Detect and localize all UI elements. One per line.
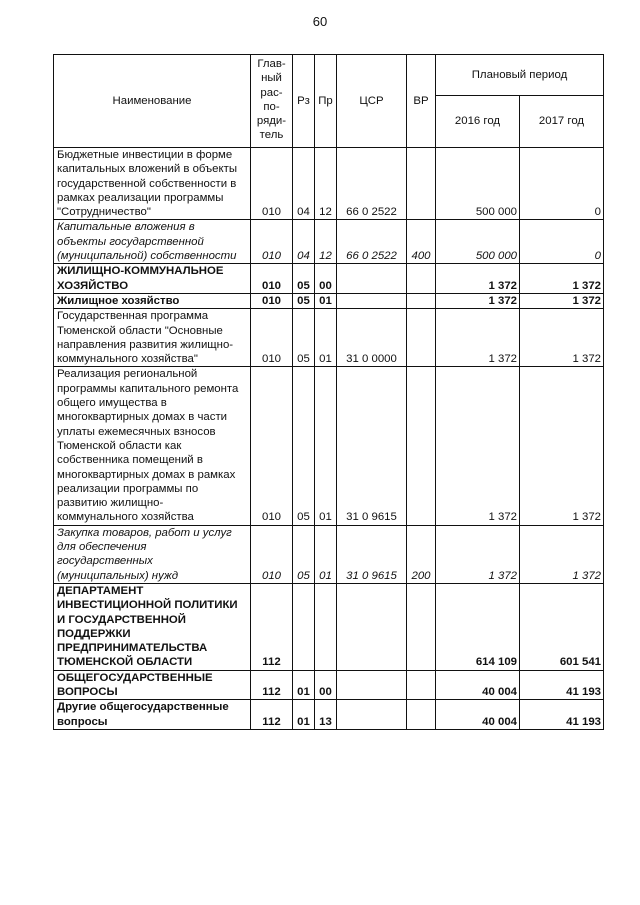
row-csr: 31 0 9615 [337, 525, 407, 583]
row-pr: 01 [315, 525, 337, 583]
row-vr [407, 367, 436, 525]
table-row [54, 367, 604, 525]
table-row [54, 583, 604, 670]
row-name-line: ПРЕДПРИНИМАТЕЛЬСТВА [57, 642, 208, 655]
row-name-line: И ГОСУДАРСТВЕННОЙ [57, 613, 186, 626]
row-glav: 010 [251, 309, 293, 367]
row-name-line: ИНВЕСТИЦИОННОЙ ПОЛИТИКИ [57, 599, 238, 612]
row-name-line: общего имущества в [57, 397, 167, 410]
table-row [54, 264, 604, 294]
header-glav-line: ряди- [256, 115, 287, 128]
row-vr: 400 [407, 220, 436, 264]
page-number: 60 [312, 14, 328, 29]
row-name-line: ДЕПАРТАМЕНТ [57, 584, 144, 597]
header-plan-period: Плановый период [436, 55, 604, 96]
header-csr: ЦСР [337, 55, 407, 148]
row-name [54, 148, 251, 220]
row-name-line: Жилищное хозяйство [57, 294, 180, 307]
header-year-2017: 2017 год [520, 96, 604, 148]
row-rz: 04 [293, 220, 315, 264]
row-value-2016: 1 372 [436, 264, 520, 294]
row-value-2016: 1 372 [436, 293, 520, 308]
row-name-line: (муниципальной) собственности [57, 250, 237, 263]
row-glav: 010 [251, 148, 293, 220]
header-glav [251, 55, 293, 148]
row-value-2017: 0 [520, 220, 604, 264]
header-glav-line: по- [263, 100, 280, 113]
row-value-2017: 41 193 [520, 670, 604, 700]
row-name-line: (муниципальных) нужд [57, 569, 179, 582]
row-vr [407, 148, 436, 220]
row-name-line: государственных [57, 555, 153, 568]
row-rz: 01 [293, 670, 315, 700]
row-glav: 010 [251, 367, 293, 525]
row-name [54, 700, 251, 730]
row-csr [337, 264, 407, 294]
row-csr: 66 0 2522 [337, 220, 407, 264]
row-value-2017: 1 372 [520, 367, 604, 525]
row-glav: 010 [251, 525, 293, 583]
row-value-2016: 1 372 [436, 367, 520, 525]
row-pr: 00 [315, 264, 337, 294]
row-rz: 05 [293, 525, 315, 583]
row-glav: 010 [251, 293, 293, 308]
table-row [54, 670, 604, 700]
row-csr [337, 583, 407, 670]
header-rz: Рз [293, 55, 315, 148]
row-value-2017: 1 372 [520, 293, 604, 308]
row-name [54, 309, 251, 367]
row-name-line: коммунального хозяйства" [57, 353, 198, 366]
row-name-line: программы капитального ремонта [57, 382, 239, 395]
row-rz: 05 [293, 293, 315, 308]
header-glav-line: ный [261, 72, 282, 85]
row-vr [407, 264, 436, 294]
row-name-line: ПОДДЕРЖКИ [57, 627, 131, 640]
row-rz: 05 [293, 309, 315, 367]
row-csr: 31 0 9615 [337, 367, 407, 525]
row-vr [407, 583, 436, 670]
row-value-2017: 1 372 [520, 264, 604, 294]
row-name-line: ВОПРОСЫ [57, 685, 118, 698]
row-value-2016: 40 004 [436, 670, 520, 700]
row-name-line: Бюджетные инвестиции в форме [57, 149, 233, 161]
header-name: Наименование [54, 55, 251, 148]
row-glav: 010 [251, 264, 293, 294]
row-name-line: Тюменской области как [57, 439, 182, 452]
header-glav-line: тель [259, 129, 284, 142]
table-body [54, 148, 604, 730]
row-name [54, 264, 251, 294]
row-value-2017: 601 541 [520, 583, 604, 670]
budget-table [53, 54, 604, 730]
row-name-line: Закупка товаров, работ и услуг [57, 526, 232, 539]
row-name-line: реализации программы по [57, 482, 199, 495]
row-name-line: государственной собственности в [57, 177, 237, 190]
row-pr: 01 [315, 309, 337, 367]
row-value-2017: 41 193 [520, 700, 604, 730]
row-pr: 00 [315, 670, 337, 700]
header-glav-line: рас- [260, 86, 283, 99]
row-csr [337, 700, 407, 730]
table-row [54, 309, 604, 367]
row-name-line: ХОЗЯЙСТВО [57, 279, 129, 292]
row-name-line: рамках реализации программы [57, 191, 224, 204]
row-name-line: многоквартирных домах в части [57, 411, 228, 424]
table-row [54, 525, 604, 583]
row-name [54, 525, 251, 583]
row-pr: 13 [315, 700, 337, 730]
row-value-2016: 1 372 [436, 525, 520, 583]
row-value-2016: 500 000 [436, 220, 520, 264]
row-name-line: коммунального хозяйства [57, 511, 194, 524]
row-name-line: ЖИЛИЩНО-КОММУНАЛЬНОЕ [57, 265, 224, 278]
row-csr [337, 293, 407, 308]
row-name [54, 583, 251, 670]
header-pr: Пр [315, 55, 337, 148]
row-csr [337, 670, 407, 700]
row-pr: 12 [315, 220, 337, 264]
row-name-line: вопросы [57, 715, 108, 728]
row-name-line: собственника помещений в [57, 454, 203, 467]
row-rz: 05 [293, 264, 315, 294]
row-rz: 05 [293, 367, 315, 525]
row-name-line: ОБЩЕГОСУДАРСТВЕННЫЕ [57, 671, 213, 684]
header-vr: ВР [407, 55, 436, 148]
row-glav: 010 [251, 220, 293, 264]
row-glav: 112 [251, 700, 293, 730]
row-pr: 01 [315, 293, 337, 308]
row-name-line: Другие общегосударственные [57, 701, 229, 714]
row-name [54, 670, 251, 700]
row-name-line: "Сотрудничество" [57, 206, 151, 219]
row-name-line: Капитальные вложения в [57, 221, 195, 234]
row-name-line: развитию жилищно- [57, 497, 164, 510]
row-name-line: капитальных вложений в объекты [57, 163, 238, 176]
row-value-2017: 1 372 [520, 525, 604, 583]
row-value-2016: 40 004 [436, 700, 520, 730]
row-name-line: уплаты ежемесячных взносов [57, 425, 216, 438]
row-name-line: Государственная программа [57, 310, 209, 323]
row-name [54, 367, 251, 525]
table-row [54, 700, 604, 730]
row-value-2017: 1 372 [520, 309, 604, 367]
row-value-2016: 500 000 [436, 148, 520, 220]
row-rz [293, 583, 315, 670]
row-value-2016: 614 109 [436, 583, 520, 670]
row-name [54, 293, 251, 308]
row-pr: 12 [315, 148, 337, 220]
row-vr: 200 [407, 525, 436, 583]
table-row [54, 220, 604, 264]
row-vr [407, 700, 436, 730]
row-name-line: многоквартирных домах в рамках [57, 468, 236, 481]
row-rz: 01 [293, 700, 315, 730]
row-pr: 01 [315, 367, 337, 525]
header-glav-line: Глав- [257, 58, 286, 70]
table-row [54, 293, 604, 308]
row-rz: 04 [293, 148, 315, 220]
row-vr [407, 670, 436, 700]
row-glav: 112 [251, 670, 293, 700]
row-name-line: ТЮМЕНСКОЙ ОБЛАСТИ [57, 656, 193, 669]
row-vr [407, 293, 436, 308]
row-name-line: для обеспечения [57, 541, 147, 554]
row-name-line: Реализация региональной [57, 368, 198, 381]
row-value-2017: 0 [520, 148, 604, 220]
row-name-line: направления развития жилищно- [57, 338, 234, 351]
row-name [54, 220, 251, 264]
row-value-2016: 1 372 [436, 309, 520, 367]
row-pr [315, 583, 337, 670]
row-csr: 66 0 2522 [337, 148, 407, 220]
row-name-line: Тюменской области "Основные [57, 324, 223, 337]
header-year-2016: 2016 год [436, 96, 520, 148]
table-row [54, 148, 604, 220]
row-glav: 112 [251, 583, 293, 670]
row-name-line: объекты государственной [57, 235, 204, 248]
row-vr [407, 309, 436, 367]
table-header [54, 55, 604, 148]
row-csr: 31 0 0000 [337, 309, 407, 367]
